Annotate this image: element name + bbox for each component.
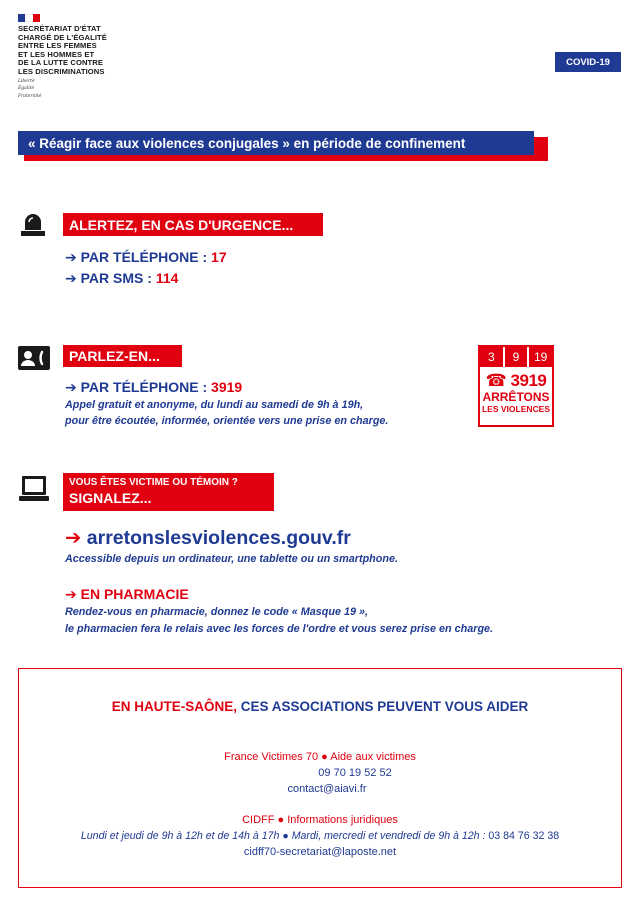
motto-egalite: Égalité: [18, 86, 35, 92]
org2-heading: [19, 814, 621, 826]
org2-hours: [19, 830, 621, 842]
report-subtitle: VOUS ÊTES VICTIME OU TÉMOIN ?: [69, 477, 238, 488]
pharmacy-desc-line-1: Rendez-vous en pharmacie, donnez le code « Masque 19 »,: [65, 606, 369, 618]
alert-sms-line: [65, 270, 178, 287]
french-flag-icon: [18, 14, 40, 22]
alert-title: ALERTEZ, EN CAS D'URGENCE...: [63, 213, 323, 236]
org1-role: Aide aux victimes: [330, 751, 416, 763]
talk-title: PARLEZ-EN...: [63, 345, 182, 367]
alert-sms-number: 114: [155, 270, 179, 286]
org2-name: CIDFF: [242, 814, 275, 826]
pharmacy-title: EN PHARMACIE: [80, 586, 189, 602]
badge-digit: 9: [505, 347, 530, 367]
logo-text-line: ENTRE LES FEMMES: [18, 41, 97, 51]
alert-phone-line: [65, 249, 227, 266]
bullet-icon: ●: [277, 814, 285, 826]
alert-phone-number: 17: [211, 249, 227, 265]
headline-banner: [18, 131, 534, 155]
alert-phone-label: PAR TÉLÉPHONE :: [80, 249, 208, 265]
motto-liberte: Liberté: [18, 78, 35, 84]
pharmacy-desc-line-2: le pharmacien fera le relais avec les forces de l'ordre et vous serez prise en charge.: [65, 623, 494, 635]
laptop-icon: [18, 475, 50, 508]
badge-digit: 19: [529, 347, 552, 367]
report-title: SIGNALEZ...: [69, 490, 152, 506]
contact-phone-icon: [18, 346, 50, 375]
org1-phone: 09 70 19 52 52: [318, 767, 392, 779]
org2-phone: 03 84 76 32 38: [488, 830, 560, 842]
covid-badge: COVID-19: [555, 52, 621, 72]
logo-text-line: SECRÉTARIAT D'ÉTAT: [18, 24, 101, 33]
banner-text: « Réagir face aux violences conjugales » en période de confinement: [18, 131, 534, 155]
org1-email[interactable]: contact@aiavi.fr: [287, 783, 367, 795]
badge-digit: 3: [480, 347, 505, 367]
logo-text-line: LES DISCRIMINATIONS: [18, 66, 105, 76]
government-logo: [18, 14, 148, 99]
associations-box: [18, 668, 622, 888]
report-website-desc: Accessible depuis un ordinateur, une tablette ou un smartphone.: [65, 553, 398, 565]
talk-phone-number: 3919: [211, 379, 243, 395]
siren-icon: [20, 210, 46, 243]
report-website[interactable]: arretonslesviolences.gouv.fr: [86, 527, 351, 549]
org2-hours-b: Mardi, mercredi et vendredi de 9h à 12h :: [291, 830, 486, 842]
org2-hours-a: Lundi et jeudi de 9h à 12h et de 14h à 17h: [80, 830, 280, 842]
arrow-right-icon: ➔: [65, 270, 77, 286]
phone-handset-icon: ☎: [485, 371, 507, 390]
badge-number: [480, 371, 552, 391]
report-website-line: [65, 526, 351, 550]
org2-role: Informations juridiques: [287, 814, 398, 826]
arrow-right-icon: ➔: [65, 527, 82, 549]
talk-phone-label: PAR TÉLÉPHONE :: [80, 379, 208, 395]
org2-email[interactable]: cidff70-secretariat@laposte.net: [243, 846, 397, 858]
org1-heading: [19, 751, 621, 763]
arrow-right-icon: ➔: [65, 379, 77, 395]
org1-name: France Victimes 70: [224, 751, 319, 763]
associations-title-region: EN HAUTE-SAÔNE,: [111, 699, 237, 714]
motto-fraternite: Fraternité: [18, 93, 42, 99]
bullet-icon: ●: [321, 751, 328, 763]
badge-digits: [480, 347, 552, 367]
alert-sms-label: PAR SMS :: [80, 270, 152, 286]
logo-text-line: CHARGÉ DE L'ÉGALITÉ: [18, 32, 107, 42]
badge-number-text: 3919: [510, 371, 547, 390]
associations-title-text: CES ASSOCIATIONS PEUVENT VOUS AIDER: [240, 699, 529, 714]
talk-desc-line-2: pour être écoutée, informée, orientée vers une prise en charge.: [65, 415, 389, 427]
badge-line-2: LES VIOLENCES: [481, 404, 550, 414]
report-title-block: [63, 473, 274, 511]
talk-desc-line-1: Appel gratuit et anonyme, du lundi au samedi de 9h à 19h,: [65, 399, 364, 411]
badge-3919: [478, 345, 554, 427]
arrow-right-icon: ➔: [65, 586, 77, 602]
logo-text-line: ET LES HOMMES ET: [18, 49, 95, 59]
bullet-icon: ●: [282, 830, 289, 842]
badge-line-1: ARRÊTONS: [482, 390, 550, 404]
talk-phone-line: [65, 379, 242, 396]
pharmacy-title-line: [65, 586, 189, 603]
arrow-right-icon: ➔: [65, 249, 77, 265]
logo-text-line: DE LA LUTTE CONTRE: [18, 58, 104, 68]
associations-title: [19, 699, 621, 714]
